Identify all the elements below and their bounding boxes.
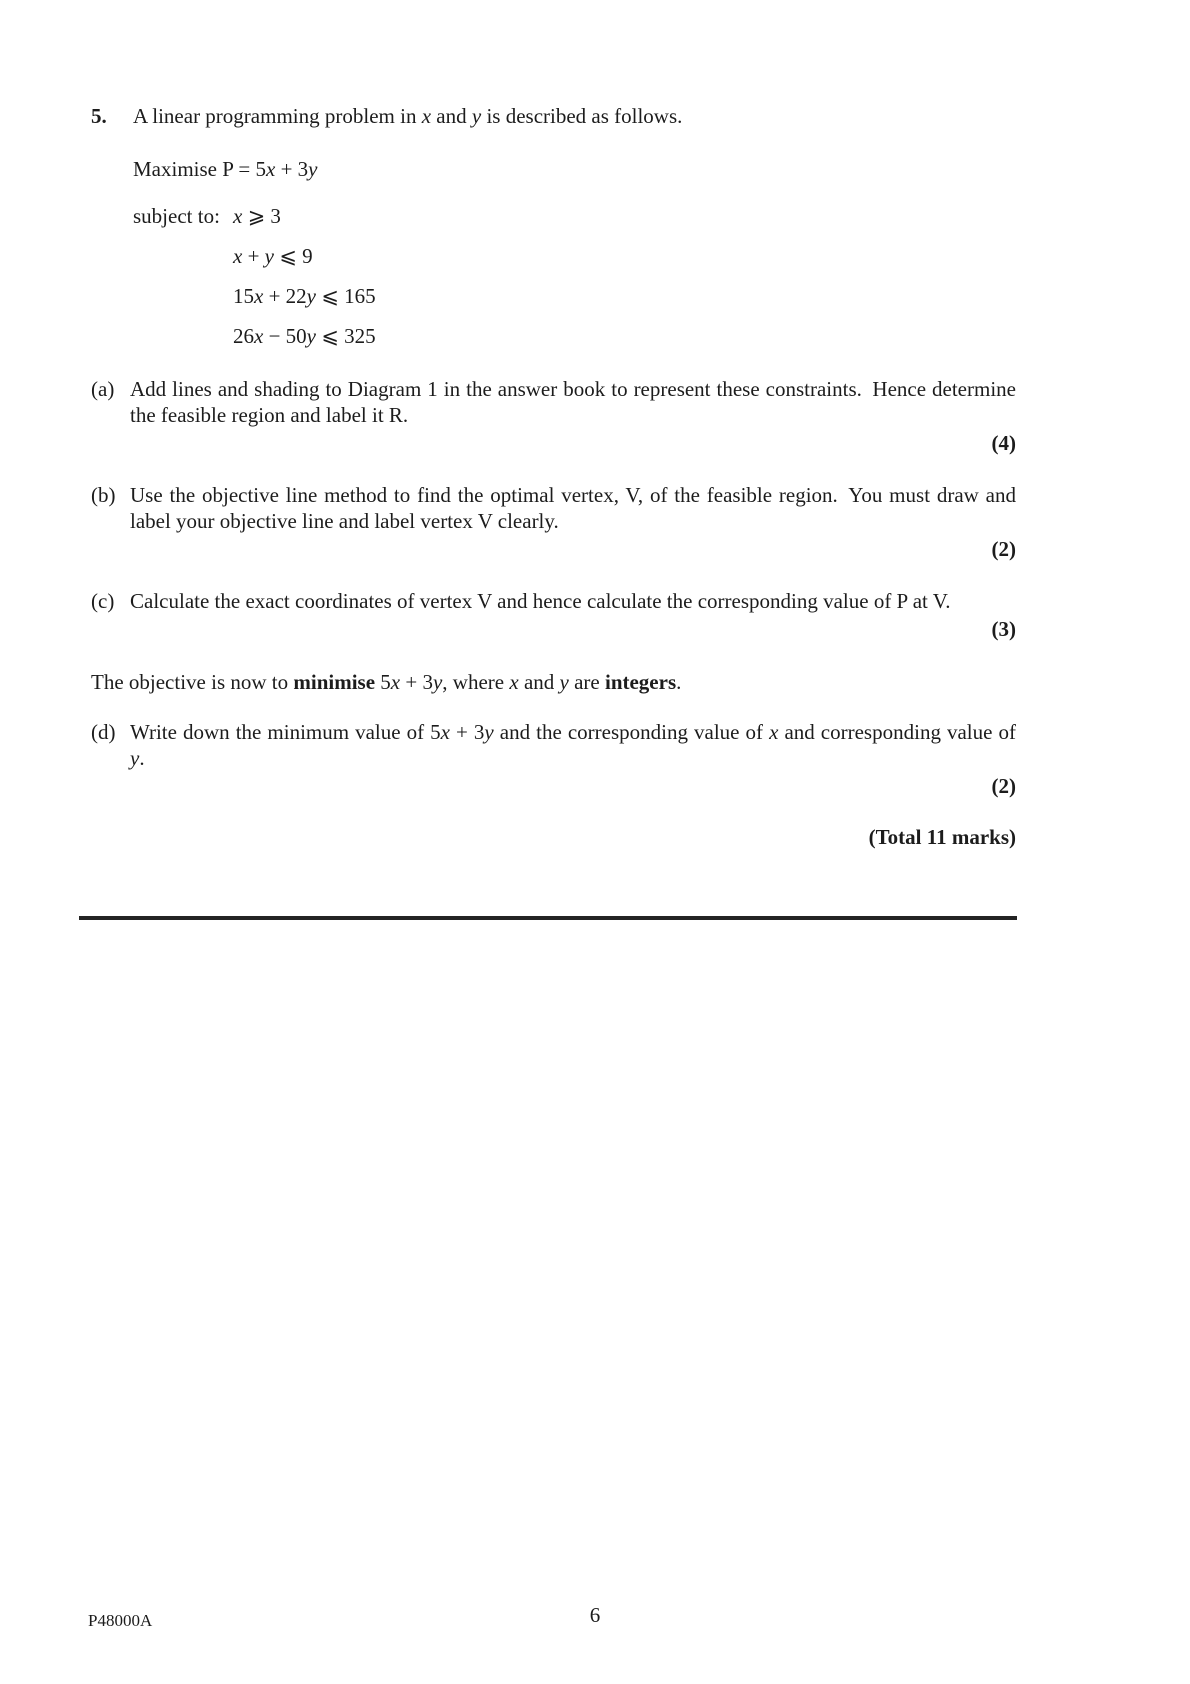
constraint-list	[233, 196, 1016, 356]
constraint-2: x + y ⩽ 9	[233, 244, 313, 268]
part-b-marks: (2)	[991, 537, 1016, 561]
constraint-3: 15x + 22y ⩽ 165	[233, 284, 376, 308]
question-block	[91, 103, 1016, 920]
part-d-label: (d)	[91, 720, 116, 744]
part-a-label: (a)	[91, 377, 115, 401]
divider-rule	[79, 916, 1017, 920]
part-a-marks: (4)	[991, 431, 1016, 455]
paper-code: P48000A	[88, 1611, 153, 1630]
part-c	[91, 588, 1016, 614]
constraint-4: 26x − 50y ⩽ 325	[233, 324, 376, 348]
part-c-label: (c)	[91, 589, 115, 613]
total-marks: (Total 11 marks)	[868, 825, 1016, 849]
constraint-1: x ⩾ 3	[233, 204, 281, 228]
part-b-text: Use the objective line method to find the optimal vertex, V, of the feasible region. You must draw and label your objective line and label vertex V clearly.	[130, 483, 1016, 533]
part-b	[91, 482, 1016, 534]
part-c-text: Calculate the exact coordinates of vertex V and hence calculate the corresponding value of P at V.	[130, 589, 951, 613]
subject-to-label: subject to:	[133, 204, 220, 228]
question-intro-row	[91, 103, 1016, 129]
part-d	[91, 719, 1016, 771]
interlude-statement: The objective is now to minimise 5x + 3y, where x and y are integers.	[91, 670, 682, 694]
constraints-section	[133, 196, 1016, 356]
objective-statement: Maximise P = 5x + 3y	[133, 157, 318, 181]
part-a-text: Add lines and shading to Diagram 1 in the answer book to represent these constraints. Hence determine the feasible region and label it R.	[130, 377, 1016, 427]
part-d-marks: (2)	[991, 774, 1016, 798]
question-intro-text: A linear programming problem in x and y is described as follows.	[133, 104, 683, 128]
part-c-marks: (3)	[991, 617, 1016, 641]
page-number: 6	[589, 1603, 601, 1627]
part-d-text: Write down the minimum value of 5x + 3y and the corresponding value of x and corresponding value of y.	[130, 720, 1016, 770]
part-a	[91, 376, 1016, 428]
part-b-label: (b)	[91, 483, 116, 507]
question-number: 5.	[91, 104, 107, 128]
